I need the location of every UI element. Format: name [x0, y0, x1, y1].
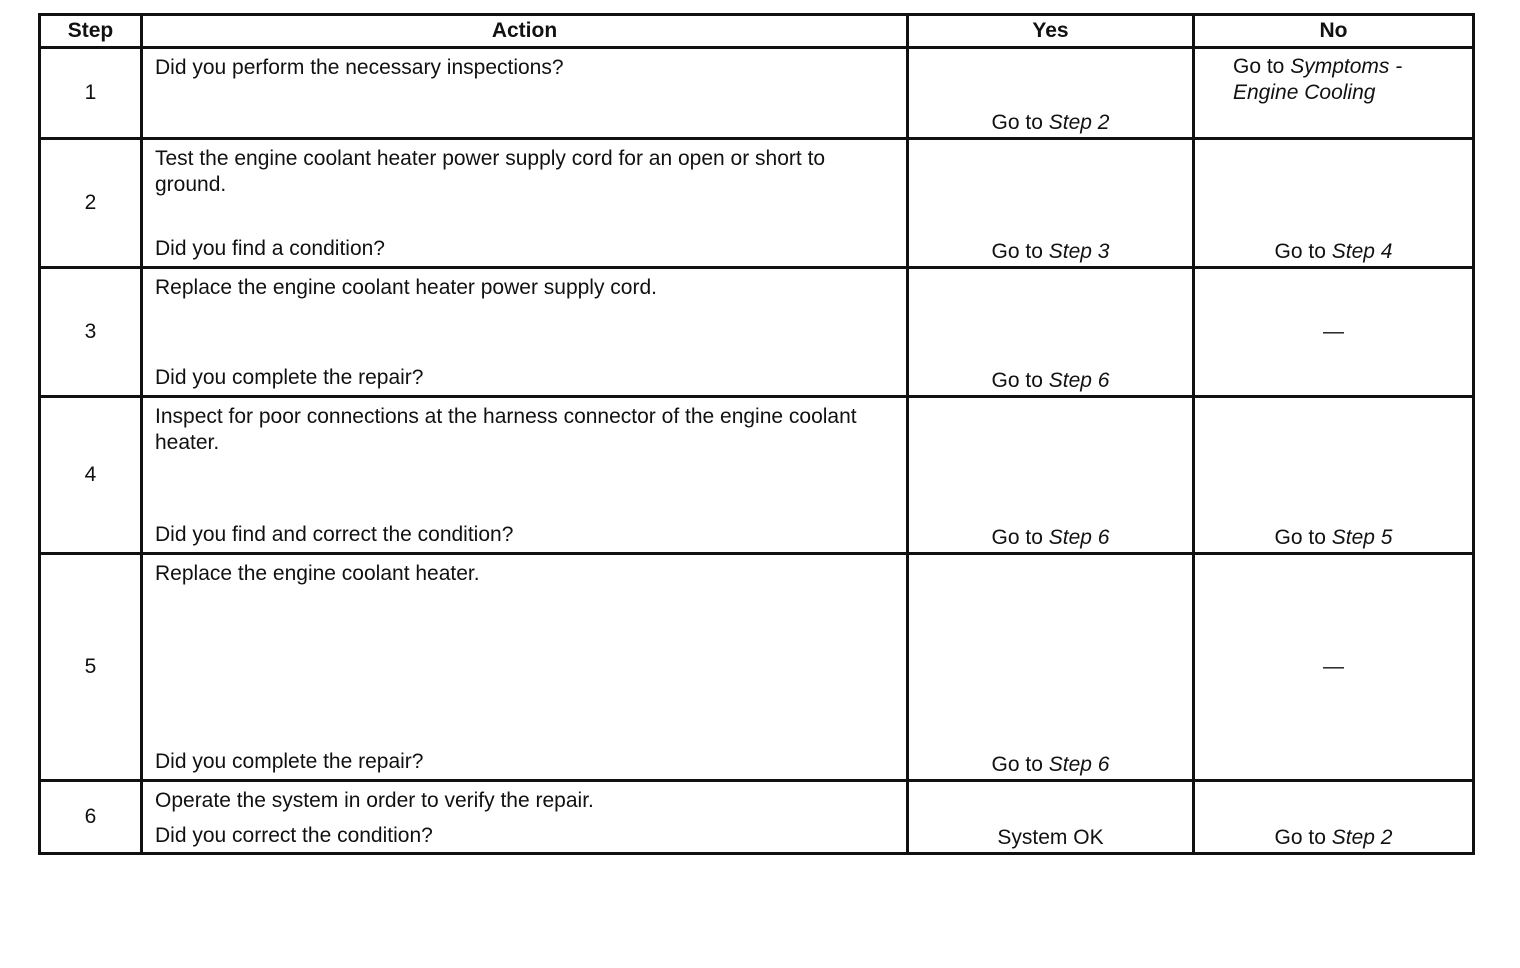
header-action: Action — [142, 15, 908, 48]
yes-cell — [908, 554, 1194, 781]
header-yes: Yes — [908, 15, 1194, 48]
action-question: Did you correct the condition? — [155, 824, 433, 847]
action-cell — [142, 48, 908, 139]
action-question: Did you find a condition? — [155, 237, 385, 260]
yes-prefix: Go to — [991, 111, 1049, 134]
action-text: Did you perform the necessary inspections? — [155, 56, 564, 79]
yes-text: System OK — [997, 826, 1104, 849]
yes-target: Step 6 — [1048, 526, 1110, 549]
step-number: 6 — [40, 781, 142, 854]
action-cell — [142, 554, 908, 781]
yes-target: Step 6 — [1048, 369, 1110, 392]
no-cell — [1194, 554, 1474, 781]
no-cell — [1194, 139, 1474, 268]
no-prefix: Go to — [1274, 526, 1332, 549]
action-text: Test the engine coolant heater power supply cord for an open or short to ground. — [155, 147, 826, 196]
action-question: Did you complete the repair? — [155, 366, 424, 389]
no-target: Step 2 — [1331, 826, 1393, 849]
step-number: 3 — [40, 268, 142, 397]
step-number: 1 — [40, 48, 142, 139]
action-cell — [142, 139, 908, 268]
table-row — [40, 139, 1474, 268]
no-dash: — — [1323, 319, 1344, 343]
yes-target: Step 3 — [1048, 240, 1110, 263]
table-header-row — [40, 15, 1474, 48]
yes-cell — [908, 397, 1194, 554]
no-target: Symptoms - Engine Cooling — [1233, 55, 1403, 104]
yes-prefix: Go to — [991, 369, 1049, 392]
action-cell — [142, 268, 908, 397]
no-prefix: Go to — [1274, 240, 1332, 263]
action-text: Replace the engine coolant heater. — [155, 562, 480, 585]
step-number: 5 — [40, 554, 142, 781]
no-cell — [1194, 781, 1474, 854]
action-cell — [142, 397, 908, 554]
yes-target: Step 6 — [1048, 753, 1110, 776]
action-text: Operate the system in order to verify the repair. — [155, 789, 594, 812]
action-question: Did you find and correct the condition? — [155, 523, 514, 546]
yes-cell — [908, 48, 1194, 139]
no-dash: — — [1323, 654, 1344, 678]
table-row — [40, 397, 1474, 554]
yes-target: Step 2 — [1048, 111, 1110, 134]
action-cell — [142, 781, 908, 854]
yes-cell — [908, 268, 1194, 397]
no-cell — [1194, 48, 1474, 139]
no-cell — [1194, 397, 1474, 554]
table-row — [40, 268, 1474, 397]
no-target: Step 4 — [1331, 240, 1393, 263]
no-prefix: Go to — [1233, 55, 1291, 78]
action-text: Replace the engine coolant heater power supply cord. — [155, 276, 657, 299]
no-prefix: Go to — [1274, 826, 1332, 849]
step-number: 2 — [40, 139, 142, 268]
step-number: 4 — [40, 397, 142, 554]
table-row — [40, 48, 1474, 139]
yes-prefix: Go to — [991, 526, 1049, 549]
action-question: Did you complete the repair? — [155, 750, 424, 773]
header-step: Step — [40, 15, 142, 48]
yes-prefix: Go to — [991, 240, 1049, 263]
header-no: No — [1194, 15, 1474, 48]
yes-prefix: Go to — [991, 753, 1049, 776]
action-text: Inspect for poor connections at the harness connector of the engine coolant heater. — [155, 405, 857, 454]
no-target: Step 5 — [1331, 526, 1393, 549]
yes-cell — [908, 139, 1194, 268]
table-row — [40, 781, 1474, 854]
no-cell — [1194, 268, 1474, 397]
diagnostic-table — [38, 13, 1475, 855]
table-row — [40, 554, 1474, 781]
yes-cell — [908, 781, 1194, 854]
